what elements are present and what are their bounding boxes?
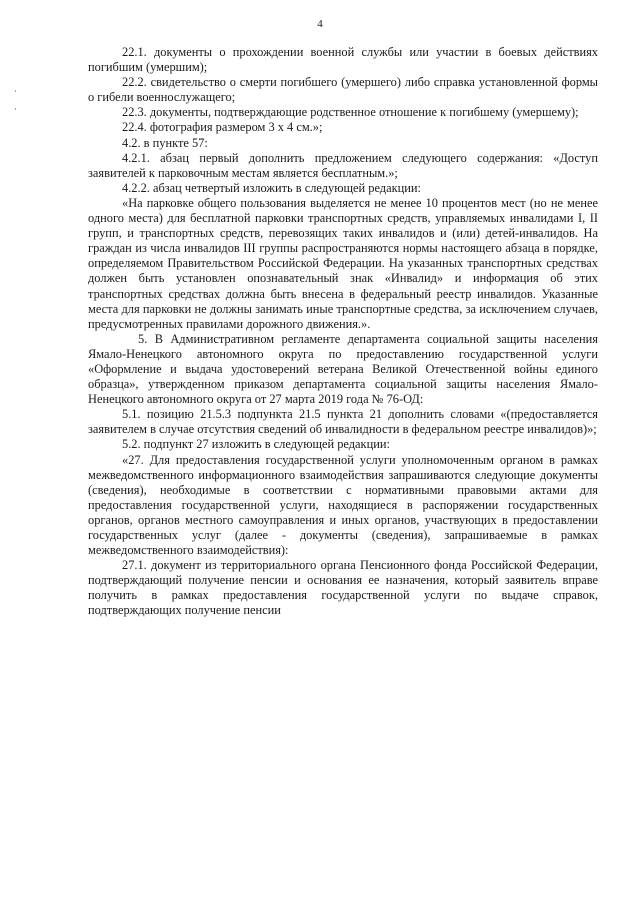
scan-dot: ·: [14, 104, 17, 114]
document-body: [88, 45, 598, 619]
paragraph: 27.1. документ из территориального органа Пенсионного фонда Российской Федерации, подтверждающий получение пенсии и основания ее назначения, который заявитель вправе получить в рамках предоставления государственной услуги по выдаче справок, подтверждающих получение пенсии: [88, 558, 598, 618]
paragraph: 4.2.1. абзац первый дополнить предложением следующего содержания: «Доступ заявителей к парковочным местам является бесплатным.»;: [88, 150, 598, 180]
paragraph: «27. Для предоставления государственной услуги уполномоченным органом в рамках межведомственного информационного взаимодействия запрашиваются следующие документы (сведения), необходимые в соответствии с нормативными правовыми актами для предоставления государственной услуги, находящиеся в распоряжении государственных органов, органов местного самоуправления и иных органов, участвующих в предоставлении государственных услуг (далее - документы (сведения), запрашиваемые в рамках межведомственного взаимодействия):: [88, 452, 598, 558]
paragraph: 4.2. в пункте 57:: [122, 135, 208, 150]
paragraph: 5. В Административном регламенте департамента социальной защиты населения Ямало-Ненецкого автономного округа по предоставлению государственной услуги «Оформление и выдача удостоверений ветерана Великой Отечественной войны единого образца», утвержденном приказом департамента социальной защиты населения Ямало-Ненецкого автономного округа от 27 марта 2019 года № 76-ОД:: [88, 331, 598, 407]
paragraph: 5.2. подпункт 27 изложить в следующей редакции:: [122, 437, 390, 452]
paragraph: 22.4. фотография размером 3 х 4 см.»;: [122, 120, 323, 135]
paragraph: 22.1. документы о прохождении военной службы или участии в боевых действиях погибшим (умершим);: [88, 45, 598, 75]
paragraph: 22.2. свидетельство о смерти погибшего (умершего) либо справка установленной формы о гибели военнослужащего;: [88, 75, 598, 105]
page-number: 4: [317, 18, 323, 30]
paragraph: 22.3. документы, подтверждающие родственное отношение к погибшему (умершему);: [122, 105, 579, 120]
scan-dot: ·: [14, 86, 17, 96]
paragraph: 5.1. позицию 21.5.3 подпункта 21.5 пункта 21 дополнить словами «(предоставляется заявителем в случае отсутствия сведений об инвалидности в федеральном реестре инвалидов)»;: [88, 407, 598, 437]
paragraph: «На парковке общего пользования выделяется не менее 10 процентов мест (но не менее одного места) для бесплатной парковки транспортных средств, управляемых инвалидами I, II групп, и транспортных средств, перевозящих таких инвалидов и (или) детей-инвалидов. На граждан из числа инвалидов III группы распространяются нормы настоящего абзаца в порядке, определяемом Правительством Российской Федерации. На указанных транспортных средствах должен быть установлен опознавательный знак «Инвалид» и информация об этих транспортных средствах должна быть внесена в федеральный реестр инвалидов. Указанные места для парковки не должны занимать иные транспортные средства, за исключением случаев, предусмотренных правилами дорожного движения.».: [88, 195, 598, 331]
paragraph: 4.2.2. абзац четвертый изложить в следующей редакции:: [122, 180, 421, 195]
